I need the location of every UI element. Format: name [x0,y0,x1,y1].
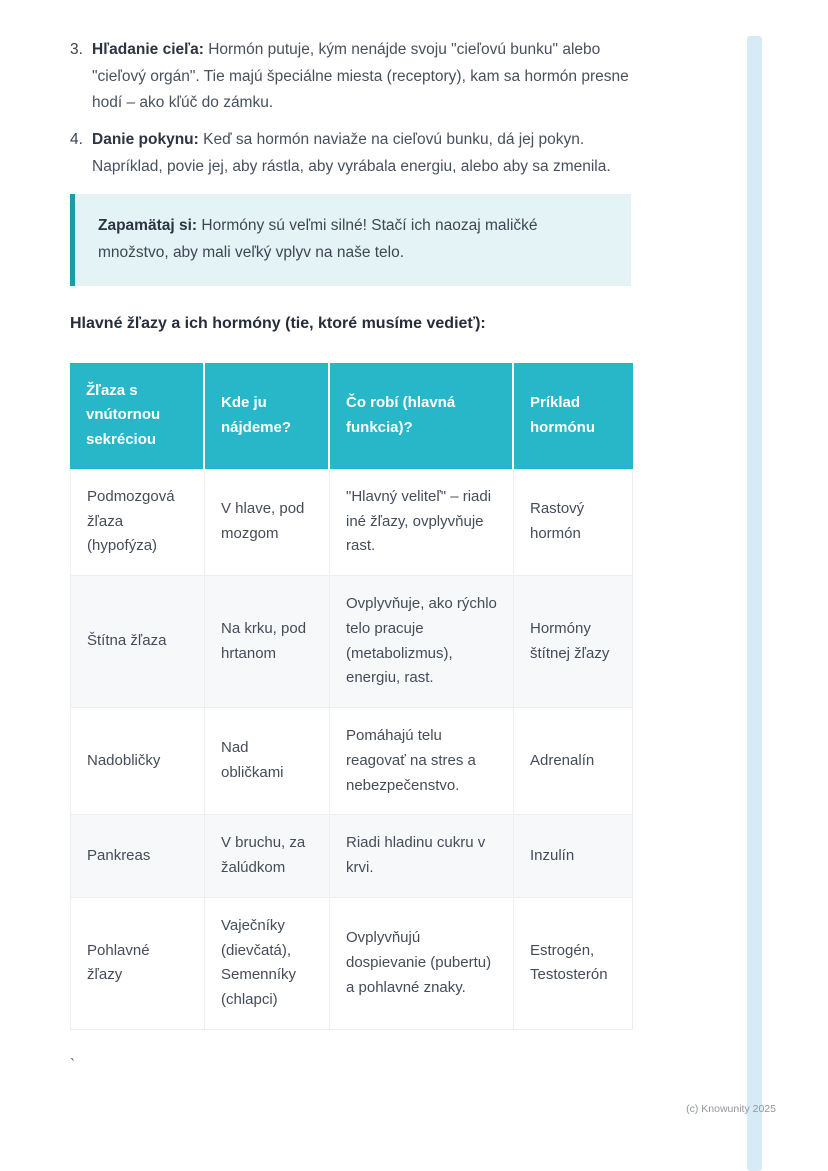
table-cell: Adrenalín [514,708,633,815]
table-cell: Hormóny štítnej žľazy [514,576,633,708]
callout-paragraph [98,213,607,266]
list-item-lead: Hľadanie cieľa: [92,41,204,58]
list-item-number: 3. [70,41,83,58]
callout-box [70,194,631,285]
table-header-cell: Žľaza s vnútornou sekréciou [70,363,205,469]
list-item-paragraph [92,37,640,117]
list-item-number: 4. [70,130,83,148]
table-row [70,576,633,708]
table-cell: Podmozgová žľaza (hypofýza) [70,469,205,576]
list-item-paragraph [92,127,640,180]
table-header-cell: Príklad hormónu [514,363,633,469]
table-header-cell: Čo robí (hlavná funkcia)? [330,363,514,469]
table-cell: V hlave, pod mozgom [205,469,330,576]
table-row [70,708,633,815]
section-heading: Hlavné žľazy a ich hormóny (tie, ktoré musíme vedieť): [70,314,486,332]
list-item-text: Keď sa hormón naviaže na cieľovú bunku, dá jej pokyn. Napríklad, povie jej, aby rástla, aby vyrábala energiu, alebo aby sa zmenila. [92,130,611,175]
table-row [70,469,633,576]
list-item [70,37,642,117]
table-header-cell: Kde ju nájdeme? [205,363,330,469]
numbered-list [70,37,828,180]
table-cell: Na krku, pod hrtanom [205,576,330,708]
list-item-text: Hormón putuje, kým nenájde svoju "cieľovú bunku" alebo "cieľový orgán". Tie majú špeciálne miesta (receptory), kam sa hormón presne hodí – ako kľúč do zámku. [92,41,629,112]
stray-backtick: ` [70,1055,75,1073]
table-cell: Štítna žľaza [70,576,205,708]
table-cell: Pankreas [70,815,205,898]
table-cell: Ovplyvňujú dospievanie (pubertu) a pohlavné znaky. [330,898,514,1030]
table-cell: Ovplyvňuje, ako rýchlo telo pracuje (metabolizmus), energiu, rast. [330,576,514,708]
callout-text: Hormóny sú veľmi silné! Stačí ich naozaj maličké množstvo, aby mali veľký vplyv na naše telo. [98,217,538,261]
table-cell: Rastový hormón [514,469,633,576]
callout-lead: Zapamätaj si: [98,217,198,235]
table-row [70,815,633,898]
footer-credit: (c) Knowunity 2025 [686,1103,776,1115]
table-cell: Pohlavné žľazy [70,898,205,1030]
page-edge-strip [747,36,762,1171]
table-cell: Nadobličky [70,708,205,815]
table-cell: Pomáhajú telu reagovať na stres a nebezpečenstvo. [330,708,514,815]
table-cell: Inzulín [514,815,633,898]
list-item [70,127,642,180]
table-header [70,363,633,469]
table-header-row [70,363,633,469]
table-cell: Nad obličkami [205,708,330,815]
table-cell: Riadi hladinu cukru v krvi. [330,815,514,898]
table-row [70,898,633,1030]
table-cell: "Hlavný veliteľ" – riadi iné žľazy, ovplyvňuje rast. [330,469,514,576]
list-item-lead: Danie pokynu: [92,130,199,148]
table-cell: V bruchu, za žalúdkom [205,815,330,898]
glands-table [70,363,633,1030]
table-cell: Estrogén, Testosterón [514,898,633,1030]
table-body [70,469,633,1030]
table-cell: Vaječníky (dievčatá), Semenníky (chlapci) [205,898,330,1030]
